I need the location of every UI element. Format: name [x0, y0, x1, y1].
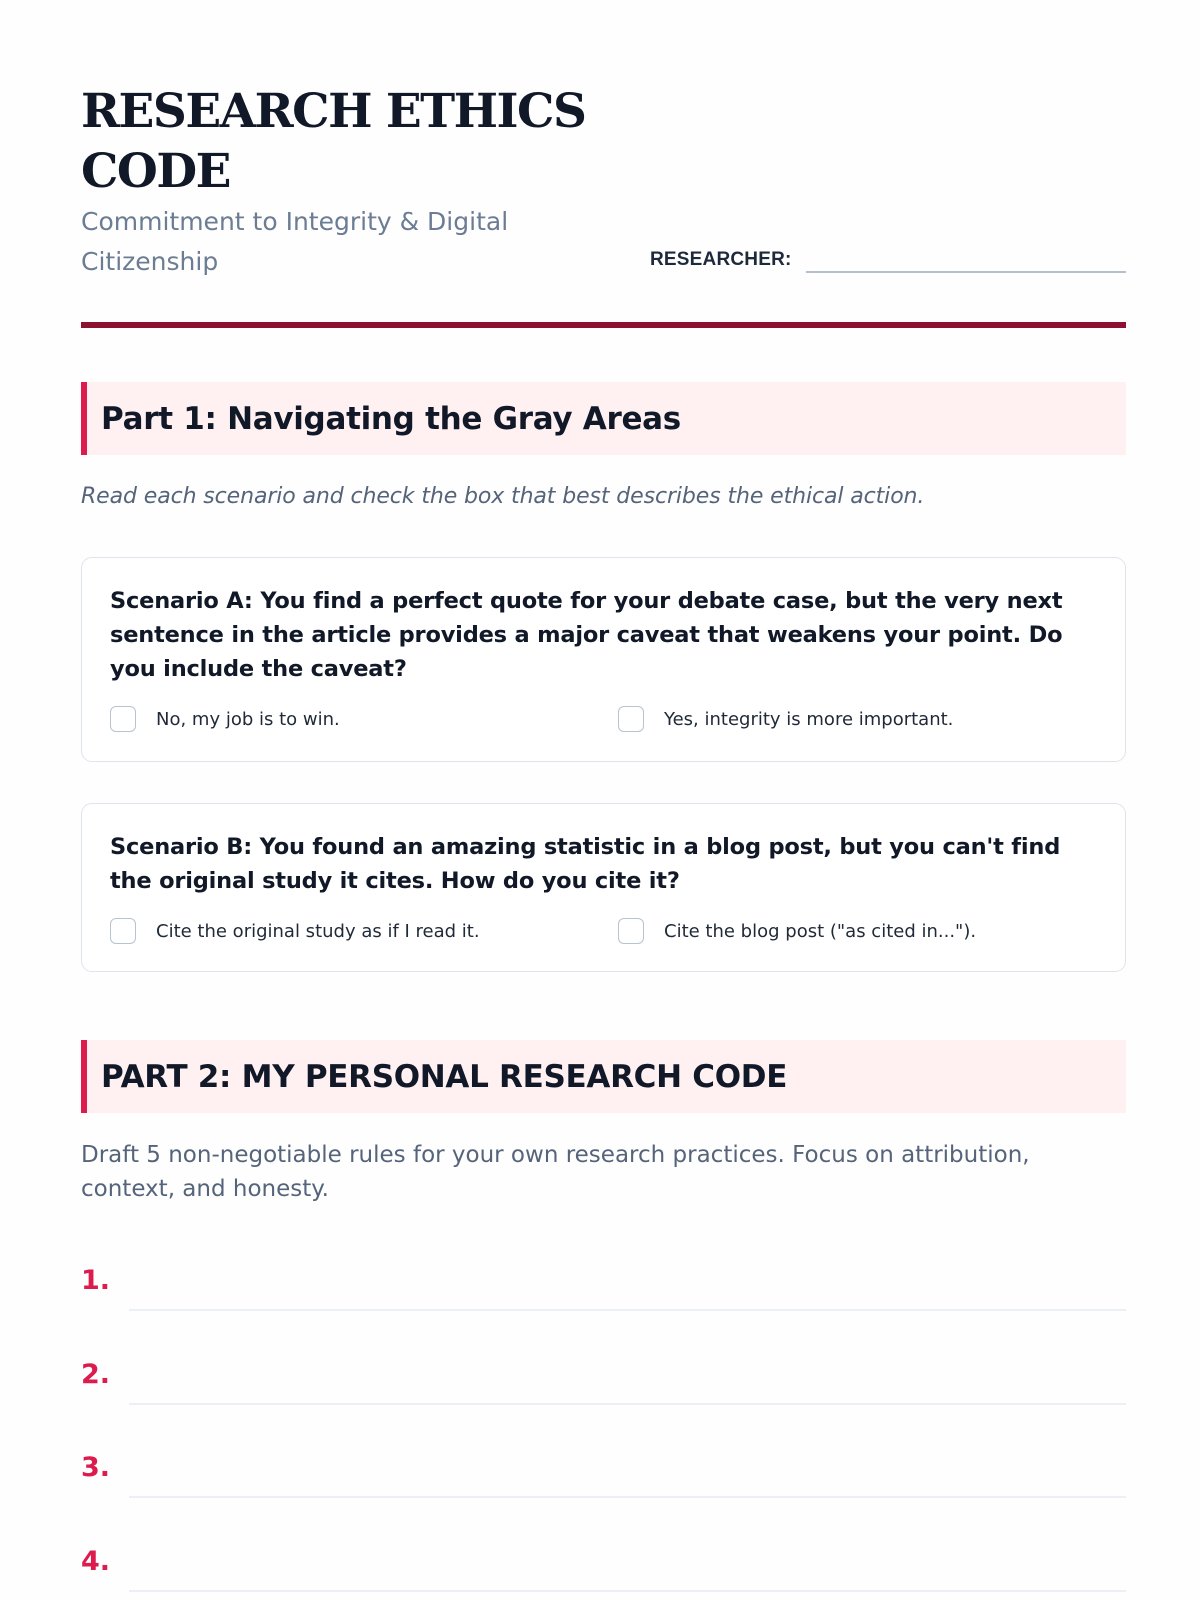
page-title: RESEARCH ETHICS CODE: [81, 84, 586, 199]
checkbox[interactable]: [618, 706, 644, 732]
rule-item: [81, 1359, 1126, 1409]
researcher-label: RESEARCHER:: [650, 249, 792, 270]
worksheet-header: [81, 0, 1126, 330]
checkbox[interactable]: [110, 706, 136, 732]
part-1-instruction: Read each scenario and check the box that best describes the ethical action.: [81, 484, 925, 509]
option-label: Cite the original study as if I read it.: [156, 920, 480, 942]
scenario-a-options: [110, 706, 1097, 736]
rule-number: 1.: [81, 1265, 111, 1296]
rule-answer-line[interactable]: [129, 1496, 1126, 1498]
option-label: No, my job is to win.: [156, 708, 340, 730]
checkbox[interactable]: [618, 918, 644, 944]
option-label: Yes, integrity is more important.: [664, 708, 954, 730]
rule-item: [81, 1452, 1126, 1502]
rule-item: [81, 1265, 1126, 1315]
rule-number: 4.: [81, 1546, 111, 1577]
rule-number: 2.: [81, 1359, 111, 1390]
part-2-header: [81, 1040, 1126, 1113]
part-1-heading: Part 1: Navigating the Gray Areas: [101, 400, 681, 437]
part-1-header: [81, 382, 1126, 455]
rule-answer-line[interactable]: [129, 1590, 1126, 1592]
part-2-heading: PART 2: MY PERSONAL RESEARCH CODE: [101, 1058, 788, 1095]
rule-answer-line[interactable]: [129, 1403, 1126, 1405]
scenario-b-option-1[interactable]: [110, 918, 480, 944]
rule-item: [81, 1546, 1126, 1596]
scenario-card-a: [81, 557, 1126, 762]
scenario-a-option-2[interactable]: [618, 706, 953, 732]
rule-answer-line[interactable]: [129, 1309, 1126, 1311]
part-2-instruction: Draft 5 non-negotiable rules for your own research practices. Focus on attribution, context, and honesty.: [81, 1142, 1030, 1202]
scenario-a-question: Scenario A: You find a perfect quote for your debate case, but the very next sentence in the article provides a major caveat that weakens your point. Do you include the caveat?: [110, 588, 1063, 682]
checkbox[interactable]: [110, 918, 136, 944]
scenario-b-option-2[interactable]: [618, 918, 976, 944]
researcher-field-group: [650, 246, 1126, 273]
scenario-card-b: [81, 803, 1126, 972]
scenario-b-options: [110, 918, 1097, 948]
scenario-a-option-1[interactable]: [110, 706, 340, 732]
page-subtitle: Commitment to Integrity & Digital Citizenship: [81, 207, 509, 276]
worksheet-page: [81, 0, 1126, 1577]
option-label: Cite the blog post ("as cited in...").: [664, 920, 977, 942]
scenario-b-question: Scenario B: You found an amazing statistic in a blog post, but you can't find the original study it cites. How do you cite it?: [110, 834, 1061, 894]
header-divider: [81, 322, 1126, 328]
researcher-name-field[interactable]: [806, 246, 1126, 273]
rule-number: 3.: [81, 1452, 111, 1483]
